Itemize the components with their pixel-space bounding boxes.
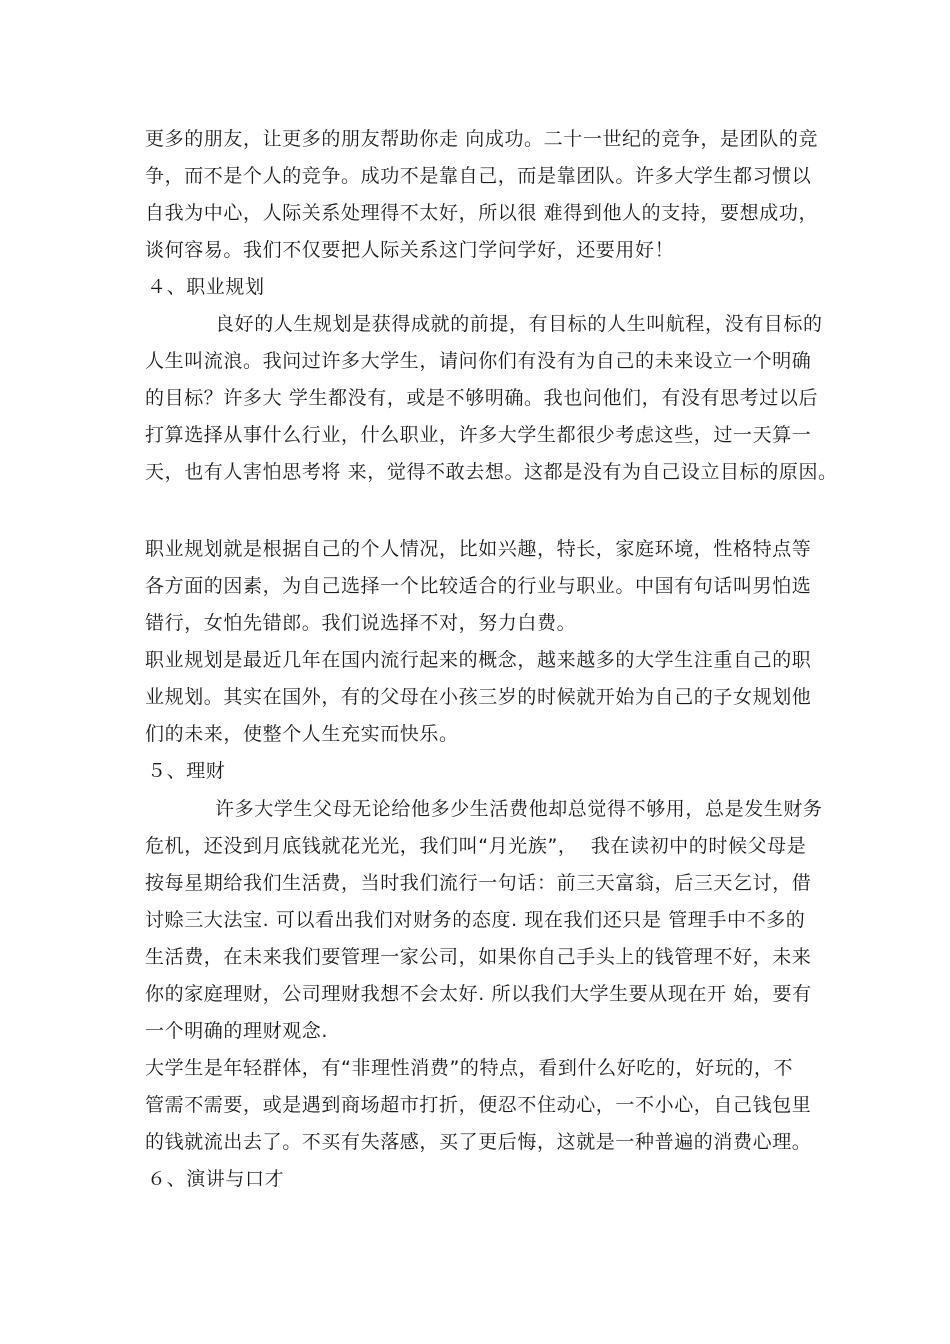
text-line: 错行，女怕先错郎。我们说选择不对，努力白费。 [145, 612, 577, 634]
text-line: 危机，还没到月底钱就花光光，我们叫“月光族”， 我在读初中的时候父母是 [145, 835, 807, 857]
text-line: 的目标？许多大 学生都没有，或是不够明确。我也问他们，有没有思考过以后 [145, 387, 819, 409]
text-line: 人生叫流浪。我问过许多大学生，请问你们有没有为自己的未来设立一个明确 [145, 350, 812, 372]
text-line: 职业规划就是根据自己的个人情况，比如兴趣，特长，家庭环境，性格特点等 [145, 538, 812, 560]
text-line: 谈何容易。我们不仅要把人际关系这门学问学好，还要用好！ [145, 239, 675, 261]
text-line: 大学生是年轻群体，有“非理性消费”的特点，看到什么好吃的，好玩的，不 [145, 1057, 794, 1079]
text-line: 管需不需要，或是遇到商场超市打折，便忍不住动心，一不小心，自己钱包里 [145, 1094, 812, 1116]
section-heading: ６、演讲与口才 [147, 1168, 285, 1190]
text-line: 业规划。其实在国外，有的父母在小孩三岁的时候就开始为自己的子女规划他 [145, 686, 812, 708]
text-line: 更多的朋友，让更多的朋友帮助你走 向成功。二十一世纪的竞争，是团队的竞 [145, 128, 819, 150]
text-line: 争，而不是个人的竞争。成功不是靠自己，而是靠团队。许多大学生都习惯以 [145, 165, 812, 187]
text-line: 讨赊三大法宝. 可以看出我们对财务的态度. 现在我们还只是 管理手中不多的 [145, 909, 806, 931]
text-line: 的钱就流出去了。不买有失落感，买了更后悔，这就是一种普遍的消费心理。 [145, 1131, 812, 1153]
text-line: 自我为中心，人际关系处理得不太好，所以很 难得到他人的支持，要想成功， [145, 202, 819, 224]
text-line: 按每星期给我们生活费，当时我们流行一句话：前三天富翁，后三天乞讨，借 [145, 872, 812, 894]
text-line: 们的未来，使整个人生充实而快乐。 [145, 723, 459, 745]
text-line: 许多大学生父母无论给他多少生活费他却总觉得不够用，总是发生财务 [215, 798, 823, 820]
text-line: 天，也有人害怕思考将 来，觉得不敢去想。这都是没有为自己设立目标的原因。 [145, 461, 838, 483]
section-heading: ５、理财 [147, 760, 226, 782]
text-line: 良好的人生规划是获得成就的前提，有目标的人生叫航程，没有目标的 [215, 313, 823, 335]
text-line: 你的家庭理财，公司理财我想不会太好. 所以我们大学生要从现在开 始，要有 [145, 983, 812, 1005]
text-line: 职业规划是最近几年在国内流行起来的概念，越来越多的大学生注重自己的职 [145, 649, 812, 671]
text-line: 生活费，在未来我们要管理一家公司，如果你自己手头上的钱管理不好，未来 [145, 946, 812, 968]
text-line: 打算选择从事什么行业，什么职业，许多大学生都很少考虑这些，过一天算一 [145, 424, 812, 446]
text-line: 各方面的因素，为自己选择一个比较适合的行业与职业。中国有句话叫男怕选 [145, 575, 812, 597]
text-line: 一个明确的理财观念. [145, 1020, 329, 1042]
section-heading: ４、职业规划 [147, 276, 265, 298]
